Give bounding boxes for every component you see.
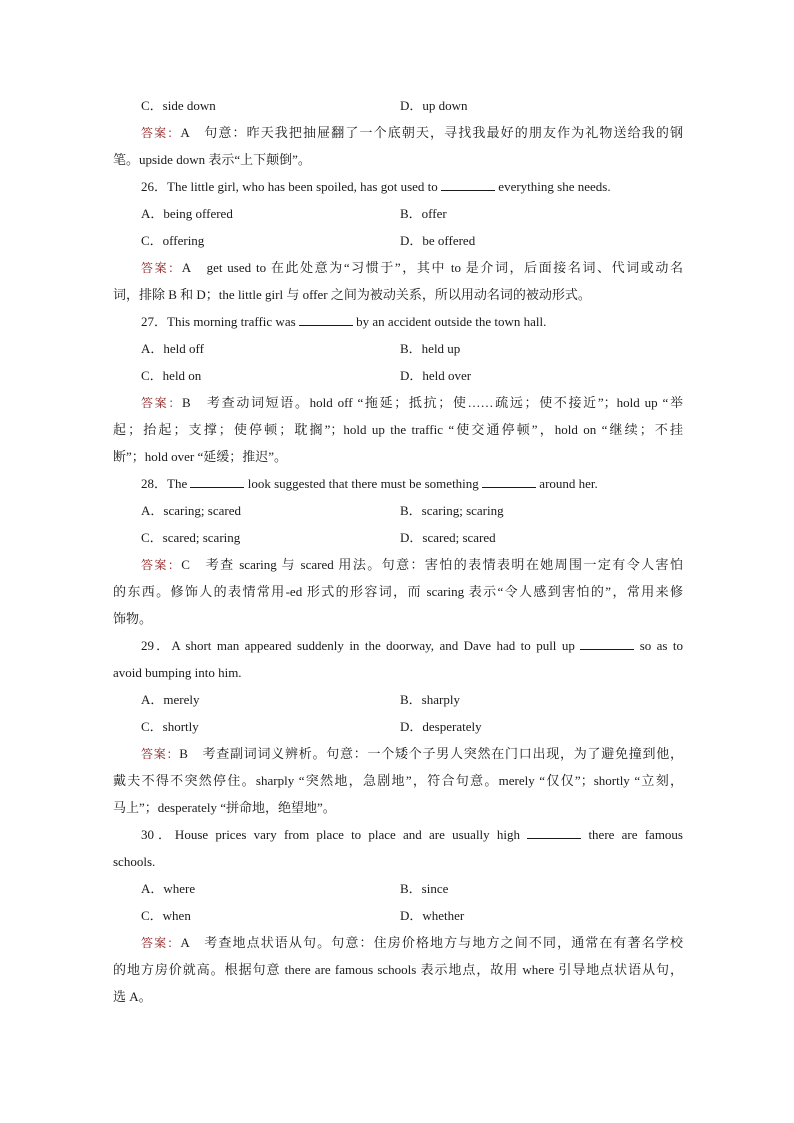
q25-options-cd (113, 92, 683, 119)
q30-option-c: C．when (141, 908, 191, 923)
q25-option-c: C．side down (141, 98, 216, 113)
answer-blank (482, 475, 536, 488)
q28-answer-line-3: 饰物。 (113, 611, 153, 626)
q29-answer-line-2: 戴夫不得不突然停住。sharply “突然地，急剧地”，符合句意。merely “仅仅”；shortly “立刻， (113, 773, 683, 788)
q25-answer-line-2: 笔。upside down 表示“上下颠倒”。 (113, 152, 311, 167)
q28-option-a: A．scaring; scared (141, 503, 241, 518)
q30-stem-line-2: schools. (113, 854, 156, 869)
answer-label: 答案： (141, 936, 181, 950)
q29-option-b: B．sharply (400, 692, 460, 707)
answer-blank (527, 826, 581, 839)
q27-option-a: A．held off (141, 341, 204, 356)
answer-blank (441, 178, 495, 191)
q26-option-d: D．be offered (400, 233, 476, 248)
q29-answer-line-1: 答案：B 考查副词词义辨析。句意：一个矮个子男人突然在门口出现，为了避免撞到他， (141, 746, 683, 761)
q27-answer-line-2: 起；抬起；支撑；使停顿；耽搁”；hold up the traffic “使交通停顿”，hold on “继续；不挂 (113, 422, 683, 437)
q28-option-b: B．scaring; scaring (400, 503, 504, 518)
document-page (113, 92, 683, 1010)
answer-label: 答案： (141, 558, 182, 572)
q27-options-ab (113, 335, 683, 362)
q26-option-b: B．offer (400, 206, 447, 221)
q30-answer-line-3: 选 A。 (113, 989, 152, 1004)
q29-option-c: C．shortly (141, 719, 199, 734)
q26-answer-line-2: 词，排除 B 和 D；the little girl 与 offer 之间为被动关系，所以用动名词的被动形式。 (113, 287, 591, 302)
answer-label: 答案： (141, 261, 182, 275)
q28-option-c: C．scared; scaring (141, 530, 241, 545)
q27-answer-line-3: 断”；hold over “延缓；推迟”。 (113, 449, 288, 464)
q27-answer-line-1: 答案：B 考查动词短语。hold off “拖延；抵抗；使……疏远；使不接近”；hold up “举 (141, 395, 683, 410)
q29-option-d: D．desperately (400, 719, 482, 734)
q29-stem-line-1: 29．A short man appeared suddenly in the doorway, and Dave had to pull up so as to (141, 638, 684, 653)
q28-options-cd (113, 524, 683, 551)
q29-option-a: A．merely (141, 692, 200, 707)
q27-options-cd (113, 362, 683, 389)
q30-option-a: A．where (141, 881, 196, 896)
q27-option-d: D．held over (400, 368, 472, 383)
q30-option-d: D．whether (400, 908, 465, 923)
q26-answer-line-1: 答案：A get used to 在此处意为“习惯于”，其中 to 是介词，后面接名词、代词或动名 (141, 260, 683, 275)
q26-option-c: C．offering (141, 233, 205, 248)
q28-options-ab (113, 497, 683, 524)
answer-label: 答案： (141, 126, 181, 140)
q26-options-cd (113, 227, 683, 254)
q30-stem-line-1: 30．House prices vary from place to place and are usually high there are famous (141, 827, 683, 842)
q27-option-b: B．held up (400, 341, 461, 356)
q30-option-b: B．since (400, 881, 449, 896)
answer-blank (190, 475, 244, 488)
q28-option-d: D．scared; scared (400, 530, 496, 545)
answer-label: 答案： (141, 747, 180, 761)
q26-stem: 26．The little girl, who has been spoiled, has got used to everything she needs. (141, 179, 611, 194)
q25-answer-line-1: 答案：A 句意：昨天我把抽屉翻了一个底朝天，寻找我最好的朋友作为礼物送给我的钢 (141, 125, 683, 140)
q30-answer-line-1: 答案：A 考查地点状语从句。句意：住房价格地方与地方之间不同，通常在有著名学校 (141, 935, 683, 950)
q30-answer-line-2: 的地方房价就高。根据句意 there are famous schools 表示地点，故用 where 引导地点状语从句， (113, 962, 683, 977)
q29-answer-line-3: 马上”；desperately “拼命地，绝望地”。 (113, 800, 336, 815)
q26-option-a: A．being offered (141, 206, 233, 221)
q28-answer-line-2: 的东西。修饰人的表情常用-ed 形式的形容词，而 scaring 表示“令人感到害怕的”，常用来修 (113, 584, 683, 599)
q26-options-ab (113, 200, 683, 227)
answer-blank (580, 637, 634, 650)
answer-label: 答案： (141, 396, 182, 410)
q30-options-cd (113, 902, 683, 929)
q28-answer-line-1: 答案：C 考查 scaring 与 scared 用法。句意：害怕的表情表明在她周围一定有令人害怕 (141, 557, 683, 572)
q25-option-d: D．up down (400, 98, 468, 113)
answer-blank (299, 313, 353, 326)
q29-stem-line-2: avoid bumping into him. (113, 665, 242, 680)
q29-options-ab (113, 686, 683, 713)
q27-option-c: C．held on (141, 368, 202, 383)
q29-options-cd (113, 713, 683, 740)
q28-stem: 28．The look suggested that there must be something around her. (141, 476, 598, 491)
q30-options-ab (113, 875, 683, 902)
q27-stem: 27．This morning traffic was by an accident outside the town hall. (141, 314, 547, 329)
